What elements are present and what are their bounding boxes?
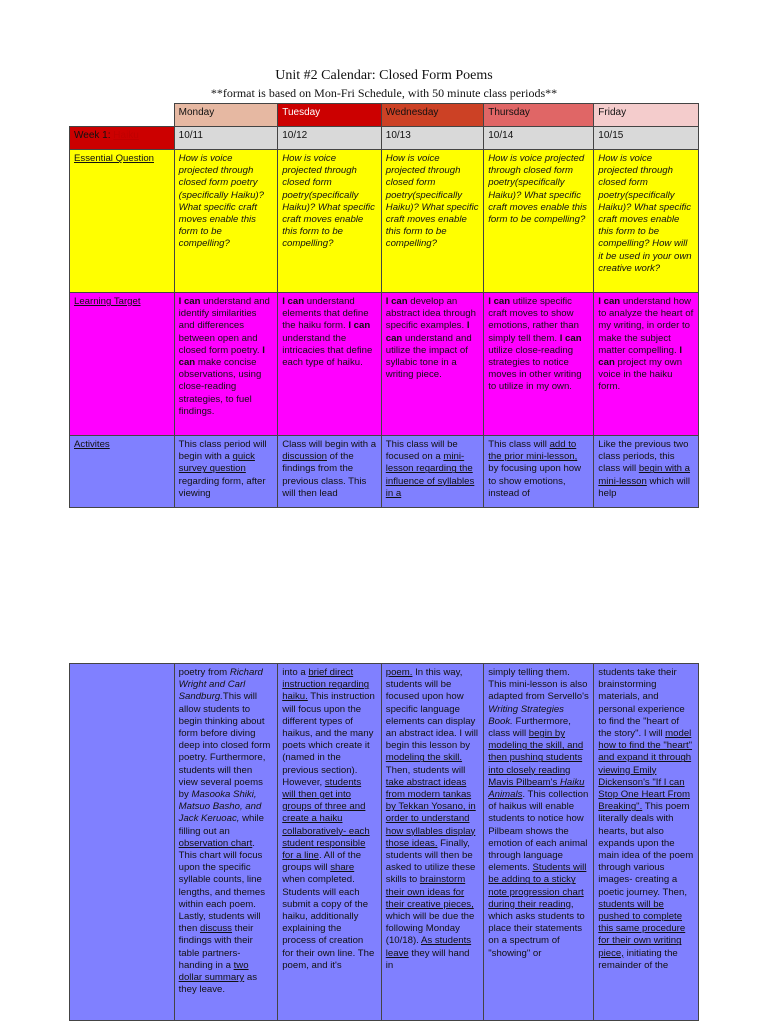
activities-friday-continued — [594, 664, 699, 1021]
activities-wednesday-continued — [381, 664, 483, 1021]
activity-emphasis: poem. — [385, 667, 413, 678]
essential-question-wednesday: How is voice projected through closed form poetry(specifically Haiku)? What specific craft moves enable this form to be compelling? — [381, 150, 483, 293]
activities-label-continued — [70, 664, 175, 1021]
date-wednesday: 10/13 — [381, 127, 483, 150]
target-text: understand how to analyze the heart of my writing, in order to make the subject matter compelling. — [598, 296, 694, 356]
activities-thursday-continued — [484, 664, 594, 1021]
activities-row-continued — [70, 664, 699, 1021]
activity-text: This class will — [488, 439, 550, 450]
activity-text: students take their brainstorming materials, and personal experience to find the "heart of the story". I will — [598, 667, 685, 740]
date-tuesday: 10/12 — [278, 127, 382, 150]
activity-emphasis: students will be pushed to complete this same procedure for their own writing piece, — [598, 898, 686, 959]
activity-emphasis: discussion — [282, 451, 327, 463]
activity-emphasis: quick survey question — [178, 451, 255, 475]
activity-text: which will be due the following Monday (10/18). — [385, 911, 475, 947]
activity-text: This instruction will focus upon the different types of haikus, and the many poets which create it (named in the previous section). However, — [282, 691, 375, 788]
learning-target-label — [70, 293, 175, 436]
activities-label — [70, 436, 175, 508]
activity-text: Class will begin with a — [282, 439, 377, 450]
activity-text: Then, students will — [385, 764, 466, 776]
activities-thursday — [484, 436, 594, 508]
ican-text: I can — [385, 320, 470, 344]
activity-text: This class period will begin with a — [178, 439, 267, 463]
activity-emphasis: brainstorm their own ideas for their creative pieces, — [385, 874, 474, 910]
activity-italic: Haiku Animals — [488, 776, 585, 801]
activity-text: . All of the groups will — [282, 850, 362, 874]
activity-text: while filling out an — [178, 813, 264, 837]
learning-target-tuesday — [278, 293, 382, 436]
target-text: understand and utilize the impact of syllabic tone in a writing piece. — [385, 332, 472, 381]
essential-question-row — [70, 150, 699, 293]
activity-text: This poem literally deals with hearts, but also expands upon the main idea of the poem through various images- creating a poetic journey. Then, — [598, 801, 694, 898]
date-thursday: 10/14 — [484, 127, 594, 150]
ican-text: I can — [385, 296, 408, 307]
learning-target-wednesday — [381, 293, 483, 436]
day-header-friday: Friday — [594, 104, 699, 127]
activity-text: Furthermore, class will — [488, 715, 571, 740]
activity-text: poetry from — [178, 667, 230, 678]
target-text: project my own voice in the haiku form. — [598, 357, 683, 393]
day-header-tuesday: Tuesday — [278, 104, 382, 127]
target-text: develop an abstract idea through specific examples. — [385, 296, 476, 332]
activity-text: as they leave. — [178, 972, 258, 996]
date-monday: 10/11 — [174, 127, 278, 150]
activity-emphasis: discuss — [199, 923, 232, 935]
activity-emphasis: begin with a mini-lesson — [598, 463, 691, 487]
activity-text: In this way, students will be focused upon how specific language elements can display an abstract idea. I will begin this lesson by — [385, 667, 479, 752]
week-prefix: Week 1: — [74, 130, 114, 141]
activity-text: into a — [282, 667, 309, 678]
activities-monday-continued — [174, 664, 278, 1021]
day-header-thursday: Thursday — [484, 104, 594, 127]
activity-text: This will allow students to begin thinking about form before diving deep into closed form poetry. Furthermore, students will then view several poems by — [178, 691, 271, 801]
ican-text: I can — [348, 320, 371, 332]
activity-italic: Richard Wright and Carl Sandburg. — [178, 667, 263, 703]
activity-text: of the findings from the previous class. This will then lead — [282, 451, 367, 499]
activity-italic: Masooka Shiki, Matsuo Basho, and Jack Keruoac, — [178, 789, 262, 825]
activity-text: they will hand in — [385, 947, 470, 971]
essential-question-tuesday: How is voice projected through closed form poetry(specifically Haiku)? What specific craft moves enable this form to be compelling? — [278, 150, 382, 293]
activity-emphasis: observation chart — [178, 837, 253, 849]
learning-target-monday — [174, 293, 278, 436]
learning-target-thursday — [484, 293, 594, 436]
date-row — [70, 127, 699, 150]
essential-question-link[interactable]: Essential Question — [74, 153, 154, 164]
activity-emphasis: students will then get into groups of three and create a haiku collaboratively- each student responsible for a line — [282, 776, 370, 862]
ican-text: I can — [178, 296, 201, 307]
activities-row — [70, 436, 699, 508]
target-text: understand the intricacies that define each type of haiku. — [282, 332, 373, 369]
calendar-table-continued — [69, 663, 699, 1021]
activity-emphasis: share — [330, 862, 355, 874]
activities-wednesday — [381, 436, 483, 508]
calendar-table — [69, 103, 699, 508]
ican-text: I can — [598, 344, 683, 369]
day-header-wednesday: Wednesday — [381, 104, 483, 127]
learning-target-link[interactable]: Learning Target — [74, 296, 141, 307]
activity-emphasis: As students leave — [385, 935, 472, 959]
ican-text: I can — [598, 296, 621, 307]
ican-text: I can — [282, 296, 305, 307]
activity-emphasis: brief direct instruction regarding haiku. — [282, 667, 370, 703]
activity-emphasis: begin by modeling the skill, and then pushing students into closely reading Mavis Pilbeam's — [488, 728, 584, 788]
activity-emphasis: model how to find the "heart" and expand it through viewing Emily Dickenson's "If I can Stop One Heart From Breaking". — [598, 728, 693, 813]
activity-emphasis: take abstract ideas from modern tankas by Tekkan Yosano, in order to understand how syllables display those ideas. — [385, 776, 476, 849]
activity-text: initiating the remainder of the — [598, 947, 678, 971]
activity-emphasis: mini-lesson regarding the influence of syllables in a — [385, 451, 475, 499]
activity-text: which will help — [598, 475, 691, 499]
activities-friday — [594, 436, 699, 508]
essential-question-friday: How is voice projected through closed form poetry(specifically Haiku)? What specific craft moves enable this form to be compelling? How will it be used in your own creative work? — [594, 150, 699, 293]
activity-text: This collection of haikus will enable students to notice how Pilbeam shows the emotion of each animal through language elements. — [488, 789, 589, 874]
document-subtitle: **format is based on Mon-Fri Schedule, with 50 minute class periods** — [210, 86, 558, 100]
activity-text: simply telling them. This mini-lesson is also adapted from Servello's — [488, 667, 589, 703]
target-text: understand and identify similarities and differences between open and closed form poetry. — [178, 296, 270, 356]
ican-text: I can — [178, 344, 265, 369]
activity-text: . This chart will focus upon the specific syllable counts, line lengths, and themes within each poem. Lastly, students will then — [178, 837, 266, 935]
corner-cell — [70, 104, 175, 127]
activity-text: their findings with their table partners- handing in a — [178, 923, 254, 971]
activity-text: This class will be focused on a — [385, 439, 458, 463]
activities-tuesday — [278, 436, 382, 508]
activity-text: . — [522, 789, 526, 801]
activity-emphasis: two dollar summary — [178, 959, 249, 984]
target-text: utilize specific craft moves to show emotions, rather than simply tell them. — [488, 296, 579, 344]
target-text: understand elements that define the haiku form. — [282, 296, 369, 332]
ican-text: I can — [488, 296, 511, 307]
activity-emphasis: modeling the skill. — [385, 752, 463, 764]
activity-text: Finally, students will then be asked to utilize these skills to — [385, 837, 476, 886]
activity-emphasis: add to the prior mini-lesson, — [488, 439, 578, 463]
activity-text: Like the previous two class periods, this class will — [598, 439, 689, 475]
activity-text: by focusing upon how to show emotions, instead of — [488, 463, 582, 499]
day-header-row — [70, 104, 699, 127]
learning-target-row — [70, 293, 699, 436]
activity-text: when completed. Students will each submit a copy of the haiku, additionally explaining the process of creation for their own line. The poem, and it's — [282, 874, 375, 971]
day-header-monday: Monday — [174, 104, 278, 127]
target-text: make concise observations, using close-reading strategies, to fuel findings. — [178, 357, 262, 417]
essential-question-label — [70, 150, 175, 293]
essential-question-monday: How is voice projected through closed form poetry (specifically Haiku)? What specific craft moves enable this form to be compelling? — [174, 150, 278, 293]
week-topic-link[interactable]: Haiku — [113, 130, 139, 141]
activity-emphasis: Students will be adding to a sticky note progression chart during their reading — [488, 862, 587, 910]
ican-text: I can — [559, 332, 582, 344]
activity-text: , which asks students to place their statements on a spectrum of "showing" or — [488, 898, 585, 959]
activities-monday — [174, 436, 278, 508]
learning-target-friday — [594, 293, 699, 436]
activity-text: regarding form, after viewing — [178, 475, 266, 499]
date-friday: 10/15 — [594, 127, 699, 150]
activity-italic: Writing Strategies Book. — [488, 703, 564, 727]
document-title: Unit #2 Calendar: Closed Form Poems — [275, 68, 493, 83]
activities-tuesday-continued — [278, 664, 382, 1021]
target-text: utilize close-reading strategies to notice moves in other writing to utilize in my own. — [488, 344, 582, 393]
essential-question-thursday: How is voice projected through closed form poetry(specifically Haiku)? What specific craft moves enable this form to be compelling? — [484, 150, 594, 293]
week-label — [70, 127, 175, 150]
activities-link[interactable]: Activites — [74, 439, 110, 450]
